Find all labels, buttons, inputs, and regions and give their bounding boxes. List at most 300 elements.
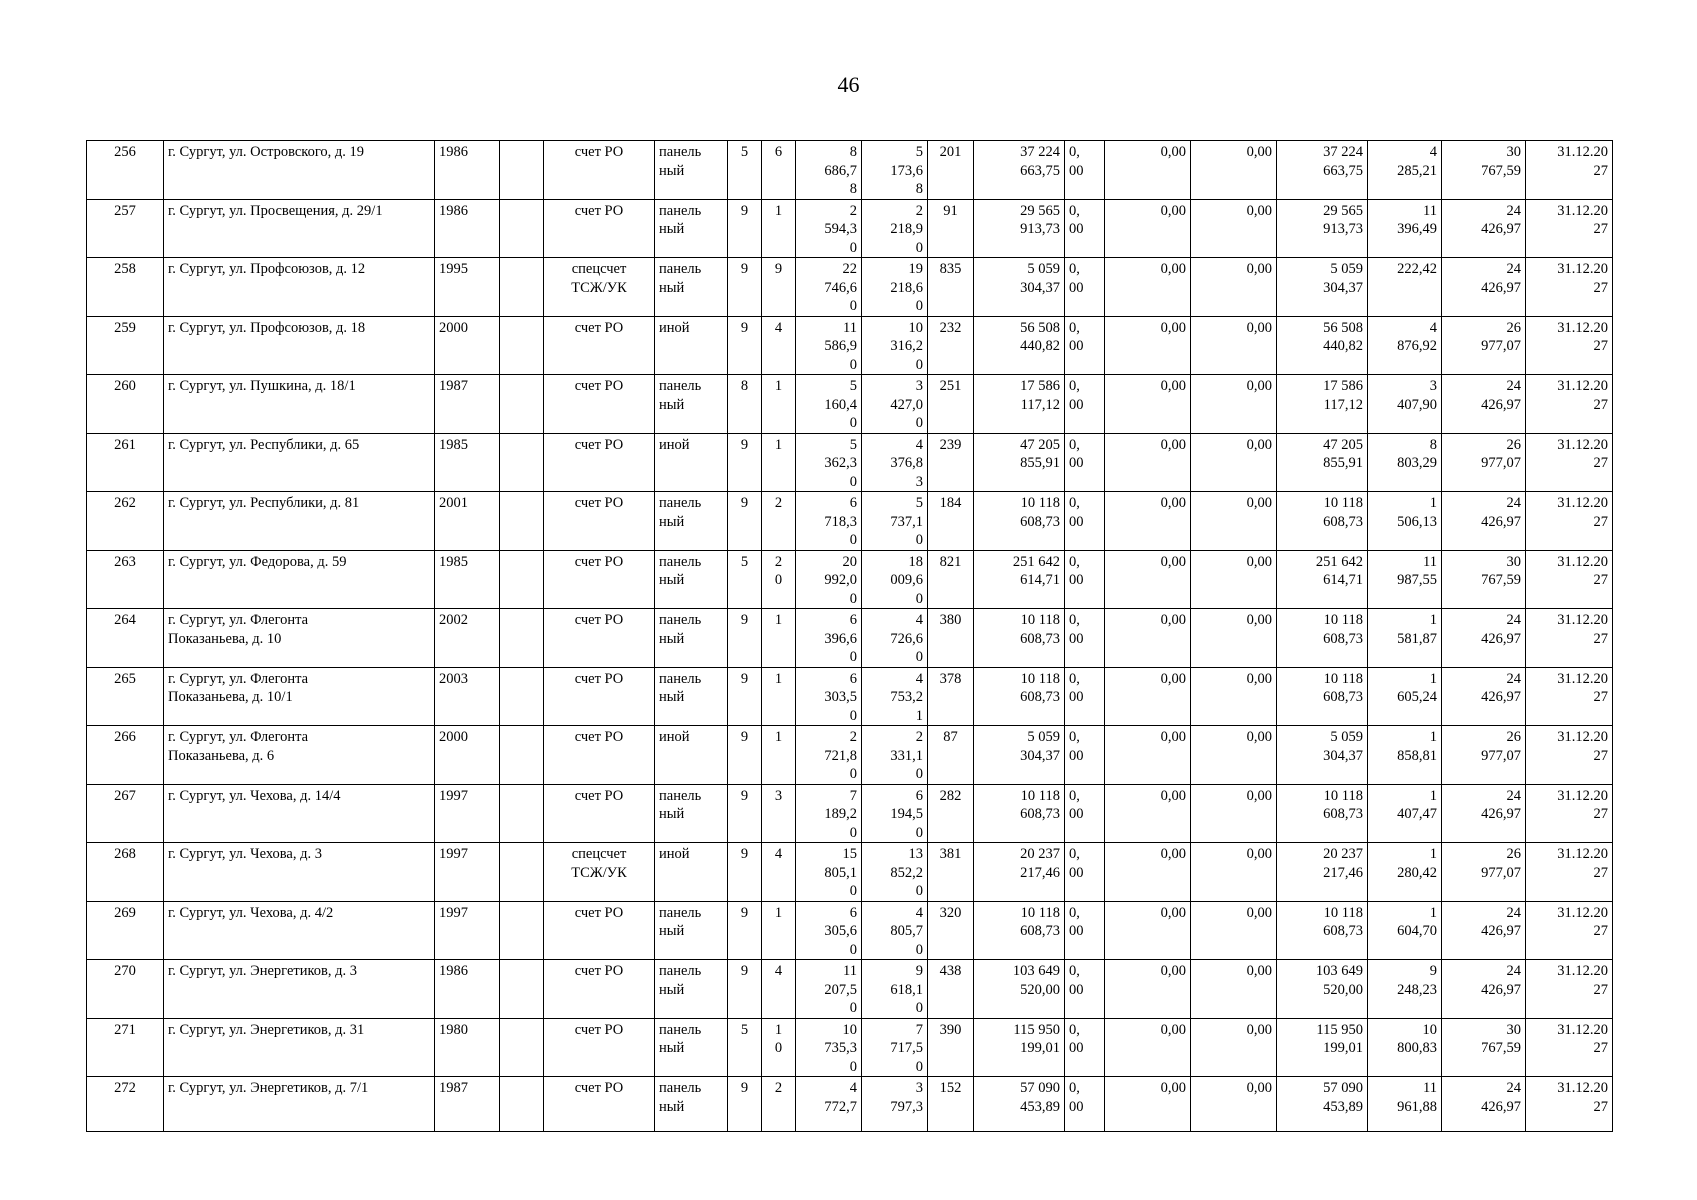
cell-entrances: 1 0 (762, 1018, 796, 1077)
cell-cost-owners: 56 508 440,82 (1277, 316, 1368, 375)
cell-account: счет РО (544, 609, 655, 668)
cell-area-total: 22 746,6 0 (796, 258, 862, 317)
cell-max-cost: 24 426,97 (1442, 609, 1526, 668)
table-row (87, 843, 1613, 902)
cell-c1: 0, 00 (1065, 1077, 1105, 1132)
cell-c3: 0,00 (1191, 726, 1277, 785)
cell-c1: 0, 00 (1065, 667, 1105, 726)
cell-entrances: 1 (762, 667, 796, 726)
cell-year: 1997 (435, 843, 500, 902)
cell-year: 1985 (435, 550, 500, 609)
cell-area-total: 8 686,7 8 (796, 141, 862, 200)
cell-residents: 251 (928, 375, 974, 434)
cell-area-living: 4 376,8 3 (862, 433, 928, 492)
table-row (87, 433, 1613, 492)
cell-floors: 9 (728, 258, 762, 317)
cell-account: счет РО (544, 1077, 655, 1132)
cell-empty (500, 960, 544, 1019)
cell-area-total: 11 586,9 0 (796, 316, 862, 375)
cell-cost-owners: 10 118 608,73 (1277, 784, 1368, 843)
cell-year: 1985 (435, 433, 500, 492)
cell-account: счет РО (544, 199, 655, 258)
cell-account: счет РО (544, 492, 655, 551)
cell-floors: 9 (728, 609, 762, 668)
cell-c1: 0, 00 (1065, 901, 1105, 960)
cell-address: г. Сургут, ул. Чехова, д. 3 (164, 843, 435, 902)
cell-c2: 0,00 (1105, 784, 1191, 843)
cell-deadline: 31.12.20 27 (1526, 199, 1613, 258)
cell-account: счет РО (544, 550, 655, 609)
cell-cost-owners: 10 118 608,73 (1277, 667, 1368, 726)
cell-account: счет РО (544, 316, 655, 375)
cell-cost-owners: 17 586 117,12 (1277, 375, 1368, 434)
cell-wall: иной (655, 726, 728, 785)
cell-unit-cost: 1 506,13 (1368, 492, 1442, 551)
cell-c3: 0,00 (1191, 1077, 1277, 1132)
cell-area-total: 6 396,6 0 (796, 609, 862, 668)
cell-cost-total: 10 118 608,73 (974, 667, 1065, 726)
cell-area-living: 2 218,9 0 (862, 199, 928, 258)
cell-max-cost: 24 426,97 (1442, 375, 1526, 434)
cell-area-living: 5 173,6 8 (862, 141, 928, 200)
cell-area-living: 10 316,2 0 (862, 316, 928, 375)
cell-residents: 835 (928, 258, 974, 317)
cell-floors: 5 (728, 1018, 762, 1077)
cell-empty (500, 141, 544, 200)
cell-wall: панель ный (655, 199, 728, 258)
cell-c1: 0, 00 (1065, 784, 1105, 843)
cell-c2: 0,00 (1105, 492, 1191, 551)
cell-num: 270 (87, 960, 164, 1019)
cell-empty (500, 433, 544, 492)
housing-table (86, 140, 1613, 1132)
cell-deadline: 31.12.20 27 (1526, 960, 1613, 1019)
cell-num: 260 (87, 375, 164, 434)
cell-c2: 0,00 (1105, 1018, 1191, 1077)
cell-deadline: 31.12.20 27 (1526, 258, 1613, 317)
cell-empty (500, 1077, 544, 1132)
cell-c2: 0,00 (1105, 199, 1191, 258)
cell-entrances: 4 (762, 843, 796, 902)
cell-year: 1987 (435, 375, 500, 434)
cell-residents: 239 (928, 433, 974, 492)
cell-num: 257 (87, 199, 164, 258)
cell-cost-total: 47 205 855,91 (974, 433, 1065, 492)
cell-area-total: 6 718,3 0 (796, 492, 862, 551)
cell-c2: 0,00 (1105, 843, 1191, 902)
table-row (87, 199, 1613, 258)
cell-floors: 9 (728, 667, 762, 726)
cell-c2: 0,00 (1105, 1077, 1191, 1132)
cell-c2: 0,00 (1105, 141, 1191, 200)
cell-floors: 9 (728, 843, 762, 902)
table-row (87, 667, 1613, 726)
cell-unit-cost: 11 396,49 (1368, 199, 1442, 258)
cell-address: г. Сургут, ул. Профсоюзов, д. 18 (164, 316, 435, 375)
cell-address: г. Сургут, ул. Пушкина, д. 18/1 (164, 375, 435, 434)
cell-cost-total: 56 508 440,82 (974, 316, 1065, 375)
cell-cost-owners: 103 649 520,00 (1277, 960, 1368, 1019)
cell-empty (500, 901, 544, 960)
table-row (87, 1077, 1613, 1132)
cell-c1: 0, 00 (1065, 960, 1105, 1019)
cell-entrances: 6 (762, 141, 796, 200)
cell-area-total: 10 735,3 0 (796, 1018, 862, 1077)
cell-empty (500, 258, 544, 317)
cell-area-total: 6 303,5 0 (796, 667, 862, 726)
cell-floors: 5 (728, 141, 762, 200)
cell-unit-cost: 1 581,87 (1368, 609, 1442, 668)
cell-wall: панель ный (655, 550, 728, 609)
cell-year: 2000 (435, 726, 500, 785)
cell-c3: 0,00 (1191, 492, 1277, 551)
cell-unit-cost: 4 876,92 (1368, 316, 1442, 375)
cell-max-cost: 24 426,97 (1442, 960, 1526, 1019)
cell-cost-owners: 251 642 614,71 (1277, 550, 1368, 609)
cell-cost-total: 10 118 608,73 (974, 901, 1065, 960)
cell-deadline: 31.12.20 27 (1526, 433, 1613, 492)
cell-address: г. Сургут, ул. Энергетиков, д. 7/1 (164, 1077, 435, 1132)
cell-deadline: 31.12.20 27 (1526, 784, 1613, 843)
cell-c2: 0,00 (1105, 609, 1191, 668)
cell-floors: 9 (728, 316, 762, 375)
cell-floors: 9 (728, 901, 762, 960)
cell-account: счет РО (544, 784, 655, 843)
cell-num: 269 (87, 901, 164, 960)
cell-empty (500, 609, 544, 668)
cell-c2: 0,00 (1105, 550, 1191, 609)
cell-residents: 87 (928, 726, 974, 785)
table-row (87, 550, 1613, 609)
cell-floors: 9 (728, 199, 762, 258)
cell-empty (500, 843, 544, 902)
cell-account: спецсчет ТСЖ/УК (544, 843, 655, 902)
cell-c1: 0, 00 (1065, 316, 1105, 375)
cell-deadline: 31.12.20 27 (1526, 1077, 1613, 1132)
cell-c1: 0, 00 (1065, 258, 1105, 317)
cell-unit-cost: 1 605,24 (1368, 667, 1442, 726)
cell-unit-cost: 222,42 (1368, 258, 1442, 317)
cell-residents: 152 (928, 1077, 974, 1132)
cell-num: 272 (87, 1077, 164, 1132)
cell-residents: 201 (928, 141, 974, 200)
cell-num: 267 (87, 784, 164, 843)
cell-cost-owners: 57 090 453,89 (1277, 1077, 1368, 1132)
cell-residents: 381 (928, 843, 974, 902)
cell-unit-cost: 11 987,55 (1368, 550, 1442, 609)
cell-num: 262 (87, 492, 164, 551)
table-row (87, 609, 1613, 668)
cell-cost-total: 115 950 199,01 (974, 1018, 1065, 1077)
cell-c3: 0,00 (1191, 843, 1277, 902)
cell-unit-cost: 10 800,83 (1368, 1018, 1442, 1077)
cell-wall: панель ный (655, 141, 728, 200)
cell-deadline: 31.12.20 27 (1526, 667, 1613, 726)
cell-max-cost: 24 426,97 (1442, 784, 1526, 843)
cell-year: 1980 (435, 1018, 500, 1077)
cell-floors: 9 (728, 1077, 762, 1132)
cell-entrances: 9 (762, 258, 796, 317)
cell-area-total: 6 305,6 0 (796, 901, 862, 960)
cell-empty (500, 199, 544, 258)
cell-max-cost: 24 426,97 (1442, 667, 1526, 726)
cell-c3: 0,00 (1191, 316, 1277, 375)
cell-area-living: 6 194,5 0 (862, 784, 928, 843)
cell-c1: 0, 00 (1065, 199, 1105, 258)
cell-cost-total: 10 118 608,73 (974, 492, 1065, 551)
cell-empty (500, 726, 544, 785)
cell-area-total: 4 772,7 (796, 1077, 862, 1132)
cell-year: 2003 (435, 667, 500, 726)
cell-entrances: 2 (762, 1077, 796, 1132)
table-row (87, 316, 1613, 375)
cell-max-cost: 26 977,07 (1442, 316, 1526, 375)
cell-cost-owners: 29 565 913,73 (1277, 199, 1368, 258)
cell-max-cost: 30 767,59 (1442, 550, 1526, 609)
cell-cost-total: 5 059 304,37 (974, 258, 1065, 317)
cell-area-living: 2 331,1 0 (862, 726, 928, 785)
cell-unit-cost: 4 285,21 (1368, 141, 1442, 200)
cell-wall: панель ный (655, 258, 728, 317)
cell-address: г. Сургут, ул. Просвещения, д. 29/1 (164, 199, 435, 258)
cell-address: г. Сургут, ул. Республики, д. 81 (164, 492, 435, 551)
cell-unit-cost: 8 803,29 (1368, 433, 1442, 492)
cell-c3: 0,00 (1191, 1018, 1277, 1077)
cell-address: г. Сургут, ул. Энергетиков, д. 31 (164, 1018, 435, 1077)
cell-num: 258 (87, 258, 164, 317)
cell-area-living: 18 009,6 0 (862, 550, 928, 609)
cell-c1: 0, 00 (1065, 609, 1105, 668)
cell-address: г. Сургут, ул. Чехова, д. 14/4 (164, 784, 435, 843)
cell-residents: 320 (928, 901, 974, 960)
table-body (87, 141, 1613, 1132)
cell-account: счет РО (544, 667, 655, 726)
cell-wall: панель ный (655, 784, 728, 843)
cell-empty (500, 492, 544, 551)
cell-c2: 0,00 (1105, 726, 1191, 785)
cell-entrances: 4 (762, 960, 796, 1019)
cell-c2: 0,00 (1105, 258, 1191, 317)
cell-num: 263 (87, 550, 164, 609)
cell-entrances: 1 (762, 726, 796, 785)
cell-c1: 0, 00 (1065, 492, 1105, 551)
cell-cost-owners: 5 059 304,37 (1277, 726, 1368, 785)
cell-area-total: 5 160,4 0 (796, 375, 862, 434)
cell-residents: 821 (928, 550, 974, 609)
cell-num: 261 (87, 433, 164, 492)
cell-unit-cost: 1 280,42 (1368, 843, 1442, 902)
page-number: 46 (837, 72, 860, 97)
cell-account: счет РО (544, 960, 655, 1019)
cell-cost-total: 17 586 117,12 (974, 375, 1065, 434)
cell-floors: 9 (728, 784, 762, 843)
cell-area-total: 2 721,8 0 (796, 726, 862, 785)
cell-address: г. Сургут, ул. Энергетиков, д. 3 (164, 960, 435, 1019)
cell-address: г. Сургут, ул. Островского, д. 19 (164, 141, 435, 200)
cell-c3: 0,00 (1191, 433, 1277, 492)
table-row (87, 1018, 1613, 1077)
cell-cost-owners: 20 237 217,46 (1277, 843, 1368, 902)
cell-wall: панель ный (655, 1018, 728, 1077)
cell-area-total: 7 189,2 0 (796, 784, 862, 843)
cell-empty (500, 784, 544, 843)
table-row (87, 784, 1613, 843)
cell-account: счет РО (544, 433, 655, 492)
cell-area-living: 4 753,2 1 (862, 667, 928, 726)
cell-entrances: 1 (762, 199, 796, 258)
cell-unit-cost: 1 604,70 (1368, 901, 1442, 960)
cell-max-cost: 30 767,59 (1442, 1018, 1526, 1077)
cell-num: 264 (87, 609, 164, 668)
cell-cost-total: 20 237 217,46 (974, 843, 1065, 902)
cell-cost-owners: 10 118 608,73 (1277, 901, 1368, 960)
cell-max-cost: 24 426,97 (1442, 901, 1526, 960)
cell-residents: 378 (928, 667, 974, 726)
cell-cost-total: 10 118 608,73 (974, 784, 1065, 843)
cell-entrances: 1 (762, 433, 796, 492)
cell-area-living: 4 726,6 0 (862, 609, 928, 668)
cell-deadline: 31.12.20 27 (1526, 492, 1613, 551)
cell-unit-cost: 3 407,90 (1368, 375, 1442, 434)
cell-c2: 0,00 (1105, 667, 1191, 726)
cell-residents: 232 (928, 316, 974, 375)
cell-area-living: 3 797,3 (862, 1077, 928, 1132)
cell-year: 2002 (435, 609, 500, 668)
cell-residents: 282 (928, 784, 974, 843)
table-row (87, 258, 1613, 317)
cell-unit-cost: 11 961,88 (1368, 1077, 1442, 1132)
cell-empty (500, 667, 544, 726)
cell-max-cost: 26 977,07 (1442, 726, 1526, 785)
cell-deadline: 31.12.20 27 (1526, 375, 1613, 434)
cell-deadline: 31.12.20 27 (1526, 550, 1613, 609)
cell-entrances: 3 (762, 784, 796, 843)
cell-wall: панель ный (655, 609, 728, 668)
cell-area-living: 7 717,5 0 (862, 1018, 928, 1077)
cell-floors: 9 (728, 492, 762, 551)
cell-residents: 380 (928, 609, 974, 668)
cell-address: г. Сургут, ул. Чехова, д. 4/2 (164, 901, 435, 960)
cell-cost-total: 251 642 614,71 (974, 550, 1065, 609)
cell-residents: 184 (928, 492, 974, 551)
cell-cost-total: 29 565 913,73 (974, 199, 1065, 258)
cell-c2: 0,00 (1105, 316, 1191, 375)
cell-area-total: 2 594,3 0 (796, 199, 862, 258)
cell-c3: 0,00 (1191, 784, 1277, 843)
cell-cost-total: 5 059 304,37 (974, 726, 1065, 785)
cell-deadline: 31.12.20 27 (1526, 316, 1613, 375)
cell-deadline: 31.12.20 27 (1526, 141, 1613, 200)
cell-floors: 8 (728, 375, 762, 434)
cell-wall: панель ный (655, 375, 728, 434)
cell-wall: панель ный (655, 960, 728, 1019)
cell-area-living: 5 737,1 0 (862, 492, 928, 551)
cell-residents: 91 (928, 199, 974, 258)
cell-wall: панель ный (655, 667, 728, 726)
cell-cost-total: 103 649 520,00 (974, 960, 1065, 1019)
cell-unit-cost: 9 248,23 (1368, 960, 1442, 1019)
cell-num: 265 (87, 667, 164, 726)
cell-account: счет РО (544, 901, 655, 960)
cell-address: г. Сургут, ул. Республики, д. 65 (164, 433, 435, 492)
cell-num: 268 (87, 843, 164, 902)
cell-cost-total: 37 224 663,75 (974, 141, 1065, 200)
cell-floors: 5 (728, 550, 762, 609)
cell-max-cost: 26 977,07 (1442, 843, 1526, 902)
cell-area-total: 20 992,0 0 (796, 550, 862, 609)
cell-c1: 0, 00 (1065, 550, 1105, 609)
cell-cost-owners: 115 950 199,01 (1277, 1018, 1368, 1077)
cell-c1: 0, 00 (1065, 141, 1105, 200)
cell-account: счет РО (544, 1018, 655, 1077)
cell-empty (500, 316, 544, 375)
cell-num: 256 (87, 141, 164, 200)
cell-area-living: 13 852,2 0 (862, 843, 928, 902)
cell-cost-owners: 37 224 663,75 (1277, 141, 1368, 200)
table-row (87, 492, 1613, 551)
cell-area-living: 3 427,0 0 (862, 375, 928, 434)
cell-c3: 0,00 (1191, 550, 1277, 609)
cell-entrances: 2 0 (762, 550, 796, 609)
cell-entrances: 2 (762, 492, 796, 551)
cell-c3: 0,00 (1191, 258, 1277, 317)
cell-c2: 0,00 (1105, 960, 1191, 1019)
cell-area-total: 11 207,5 0 (796, 960, 862, 1019)
cell-c1: 0, 00 (1065, 726, 1105, 785)
cell-address: г. Сургут, ул. Флегонта Показаньева, д. 10/1 (164, 667, 435, 726)
cell-entrances: 1 (762, 375, 796, 434)
cell-max-cost: 24 426,97 (1442, 492, 1526, 551)
cell-c1: 0, 00 (1065, 375, 1105, 434)
cell-empty (500, 1018, 544, 1077)
cell-floors: 9 (728, 960, 762, 1019)
cell-entrances: 1 (762, 901, 796, 960)
cell-cost-owners: 10 118 608,73 (1277, 492, 1368, 551)
cell-wall: иной (655, 316, 728, 375)
cell-empty (500, 375, 544, 434)
cell-max-cost: 24 426,97 (1442, 1077, 1526, 1132)
cell-area-living: 19 218,6 0 (862, 258, 928, 317)
cell-area-living: 9 618,1 0 (862, 960, 928, 1019)
cell-deadline: 31.12.20 27 (1526, 1018, 1613, 1077)
cell-max-cost: 26 977,07 (1442, 433, 1526, 492)
cell-deadline: 31.12.20 27 (1526, 726, 1613, 785)
cell-address: г. Сургут, ул. Флегонта Показаньева, д. 10 (164, 609, 435, 668)
cell-wall: панель ный (655, 492, 728, 551)
cell-year: 2000 (435, 316, 500, 375)
cell-year: 1997 (435, 901, 500, 960)
cell-num: 266 (87, 726, 164, 785)
cell-year: 1986 (435, 960, 500, 1019)
table-row (87, 375, 1613, 434)
cell-floors: 9 (728, 433, 762, 492)
cell-num: 271 (87, 1018, 164, 1077)
cell-address: г. Сургут, ул. Флегонта Показаньева, д. 6 (164, 726, 435, 785)
cell-address: г. Сургут, ул. Федорова, д. 59 (164, 550, 435, 609)
cell-cost-total: 57 090 453,89 (974, 1077, 1065, 1132)
cell-num: 259 (87, 316, 164, 375)
cell-c1: 0, 00 (1065, 1018, 1105, 1077)
cell-c3: 0,00 (1191, 667, 1277, 726)
cell-year: 2001 (435, 492, 500, 551)
cell-empty (500, 550, 544, 609)
cell-cost-owners: 5 059 304,37 (1277, 258, 1368, 317)
cell-account: счет РО (544, 375, 655, 434)
cell-account: счет РО (544, 141, 655, 200)
cell-unit-cost: 1 858,81 (1368, 726, 1442, 785)
cell-c3: 0,00 (1191, 901, 1277, 960)
cell-cost-owners: 10 118 608,73 (1277, 609, 1368, 668)
